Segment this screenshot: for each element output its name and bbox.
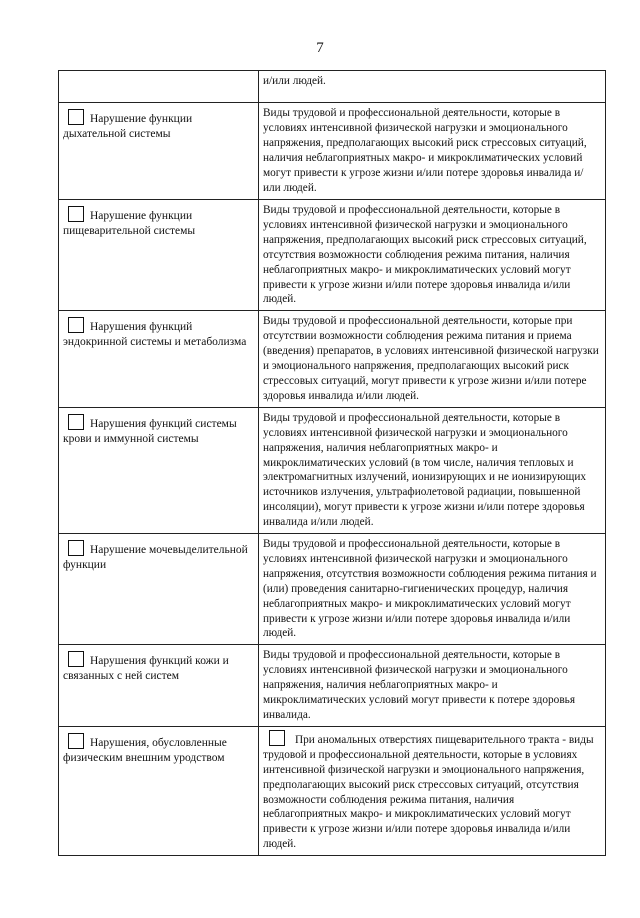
function-label: Нарушения функций эндокринной системы и метаболизма (63, 321, 247, 349)
description-cell (259, 726, 606, 855)
table-row (59, 534, 606, 645)
description-cell: Виды трудовой и профессиональной деятельности, которые в условиях интенсивной физической нагрузки и эмоционального напряжения, предполагающих высокий риск стрессовых ситуаций, наличия неблагоприятных макро- и микроклиматических условий могут привести к угрозе жизни и/или потере здоровья инвалида и/или людей. (259, 103, 606, 200)
checkbox[interactable] (68, 414, 84, 430)
checkbox[interactable] (269, 730, 285, 746)
description-cell: и/или людей. (259, 71, 606, 103)
table-row (59, 71, 606, 103)
table-row (59, 311, 606, 407)
restrictions-table (58, 70, 606, 856)
function-label: Нарушения, обусловленные физическим внешним уродством (63, 736, 227, 764)
function-cell (59, 200, 259, 311)
function-cell (59, 71, 259, 103)
checkbox[interactable] (68, 651, 84, 667)
function-label: Нарушения функций кожи и связанных с ней систем (63, 655, 229, 683)
checkbox[interactable] (68, 317, 84, 333)
function-cell (59, 103, 259, 200)
checkbox[interactable] (68, 733, 84, 749)
function-cell (59, 726, 259, 855)
description-cell: Виды трудовой и профессиональной деятельности, которые в условиях интенсивной физической нагрузки и эмоционального напряжения, наличия неблагоприятных макро- и микроклиматических условий (в том числе, наличия тепловых и электромагнитных излучений, ионизирующих и не ионизирующих источников излучения, ультрафиолетовой радиации, повышенной инсоляции), могут привести к угрозе жизни и/или потере здоровья инвалида и/или людей. (259, 407, 606, 533)
checkbox[interactable] (68, 540, 84, 556)
function-cell (59, 645, 259, 727)
table-row (59, 407, 606, 533)
page-number: 7 (316, 40, 324, 56)
function-cell (59, 311, 259, 407)
description-cell: Виды трудовой и профессиональной деятельности, которые при отсутствии возможности соблюдения режима питания и приема (введения) препаратов, в условиях интенсивной физической нагрузки и эмоционального напряжения, предполагающих высокий риск стрессовых ситуаций, могут привести к угрозе жизни и/или потере здоровья инвалида и/или людей. (259, 311, 606, 407)
function-label: Нарушения функций системы крови и иммунной системы (63, 417, 237, 445)
function-label: Нарушение функции пищеварительной системы (63, 210, 196, 237)
function-label: Нарушение функции дыхательной системы (63, 113, 193, 140)
table-row (59, 726, 606, 855)
description-cell: Виды трудовой и профессиональной деятельности, которые в условиях интенсивной физической нагрузки и эмоционального напряжения, предполагающих высокий риск стрессовых ситуаций, отсутствия возможности соблюдения режима питания, наличия неблагоприятных макро- и микроклиматических условий могут привести к угрозе жизни и/или потере здоровья инвалида и/или людей. (259, 200, 606, 311)
function-cell (59, 407, 259, 533)
table-row (59, 103, 606, 200)
function-label: Нарушение мочевыделительной функции (63, 544, 248, 571)
table-row (59, 200, 606, 311)
table-row (59, 645, 606, 727)
checkbox[interactable] (68, 206, 84, 222)
description-cell: Виды трудовой и профессиональной деятельности, которые в условиях интенсивной физической нагрузки и эмоционального напряжения, отсутствия возможности соблюдения режима питания и (или) проведения санитарно-гигиенических процедур, наличия неблагоприятных макро- и микроклиматических условий могут привести к угрозе жизни и/или потере здоровья инвалида и/или людей. (259, 534, 606, 645)
description-cell: Виды трудовой и профессиональной деятельности, которые в условиях интенсивной физической нагрузки и эмоционального напряжения, наличия неблагоприятных макро- и микроклиматических условий могут привести к потере здоровья инвалида. (259, 645, 606, 727)
checkbox[interactable] (68, 109, 84, 125)
description-text: При аномальных отверстиях пищеварительного тракта - виды трудовой и профессиональной деятельности, которые в условиях интенсивной физической нагрузки и эмоционального напряжения, предполагающих высокий риск стрессовых ситуаций, отсутствия возможности соблюдения режима питания, наличия неблагоприятных макро- и микроклиматических условий могут привести к угрозе жизни и/или потере здоровья инвалида и/или людей. (263, 733, 594, 851)
function-cell (59, 534, 259, 645)
